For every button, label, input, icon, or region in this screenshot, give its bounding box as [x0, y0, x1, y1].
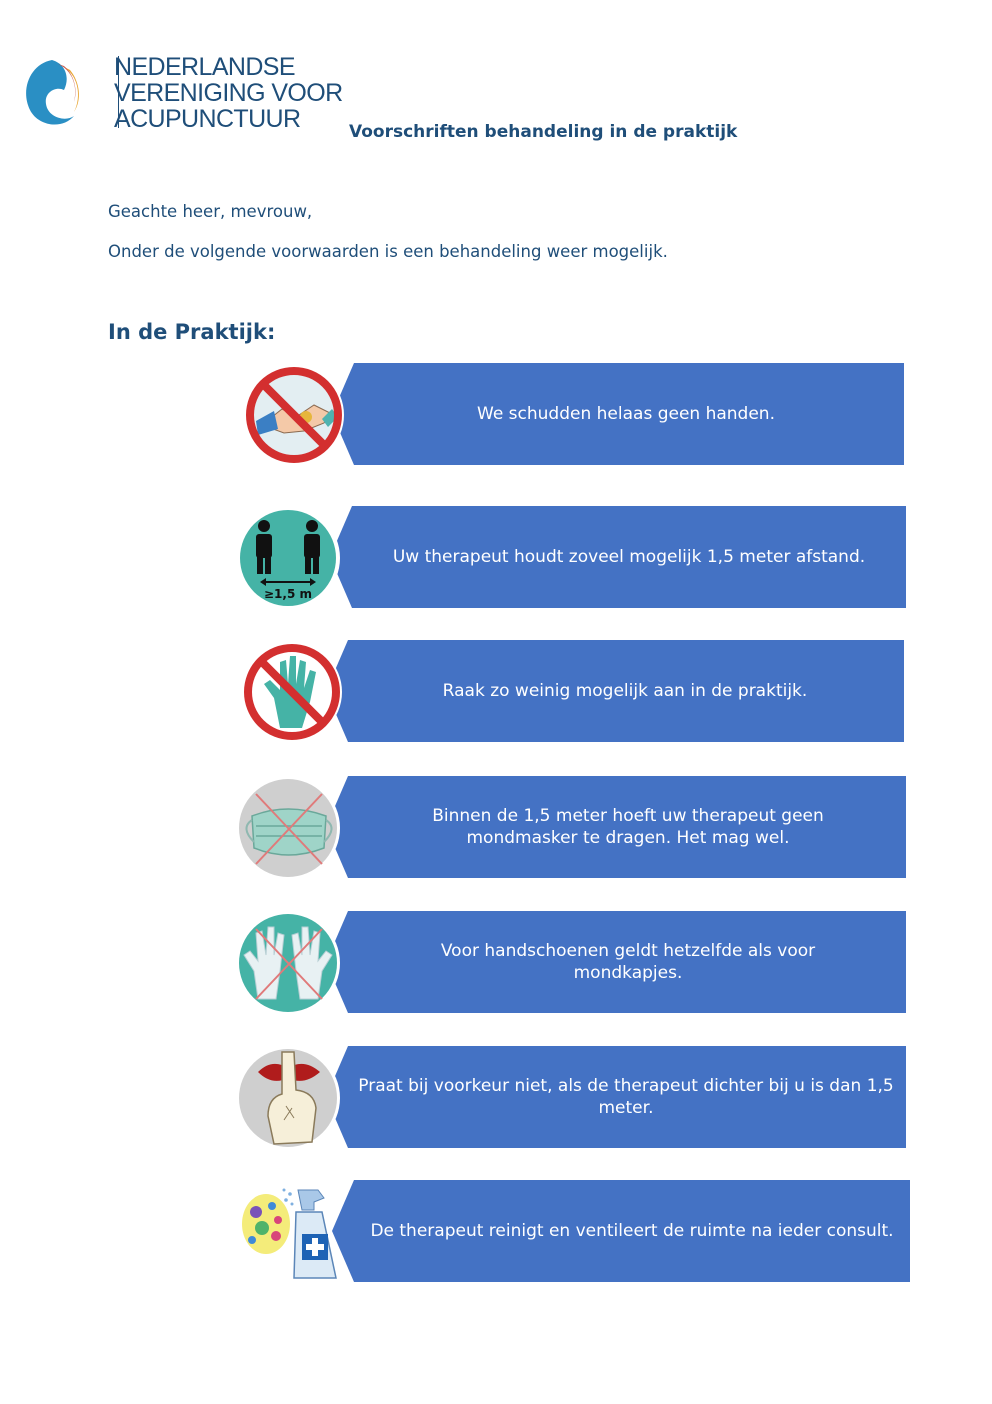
section-heading: In de Praktijk:	[108, 320, 276, 344]
no-handshake-icon	[244, 363, 348, 467]
distance-label: ≥1,5 m	[264, 587, 312, 601]
rule-item	[236, 363, 906, 465]
rule-text: We schudden helaas geen handen.	[477, 404, 775, 424]
social-distance-icon	[236, 506, 340, 610]
rule-item	[236, 640, 906, 742]
rule-text: Raak zo weinig mogelijk aan in de praktijk.	[442, 681, 808, 701]
rule-text: Praat bij voorkeur niet, als de therapeut dichter bij u is dan 1,5 meter.	[358, 1076, 894, 1118]
greeting: Geachte heer, mevrouw,	[108, 202, 313, 221]
rule-text: Binnen de 1,5 meter hoeft uw therapeut geen mondmasker te dragen. Het mag wel.	[432, 806, 824, 848]
logo-swirl-icon	[22, 56, 84, 132]
no-touch-icon	[240, 640, 344, 744]
rule-text: Voor handschoenen geldt hetzelfde als voor mondkapjes.	[440, 941, 816, 983]
organization-logo	[22, 54, 342, 138]
logo-line-3: ACUPUNCTUUR	[114, 105, 301, 133]
rule-item	[236, 1180, 912, 1282]
rule-item	[236, 776, 906, 878]
logo-line-1: NEDERLANDSE	[114, 53, 295, 81]
rule-text: De therapeut reinigt en ventileert de ruimte na ieder consult.	[370, 1221, 894, 1241]
rule-item	[236, 1046, 906, 1148]
gloves-crossed-icon	[236, 911, 340, 1015]
rule-item	[236, 506, 906, 608]
rule-text: Uw therapeut houdt zoveel mogelijk 1,5 meter afstand.	[392, 547, 866, 567]
logo-line-2: VERENIGING VOOR	[114, 79, 343, 107]
document-title: Voorschriften behandeling in de praktijk	[349, 122, 738, 142]
silence-finger-icon	[236, 1046, 340, 1150]
logo-wordmark	[114, 54, 344, 132]
disinfect-spray-icon	[238, 1182, 342, 1286]
intro-text: Onder de volgende voorwaarden is een behandeling weer mogelijk.	[108, 242, 668, 261]
face-mask-crossed-icon	[236, 776, 340, 880]
rule-item	[236, 911, 906, 1013]
